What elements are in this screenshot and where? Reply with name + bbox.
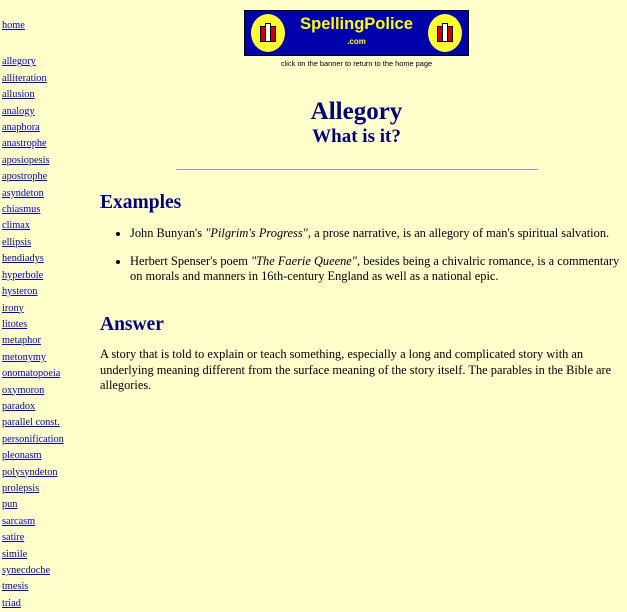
sidebar-link-triad[interactable]: triad xyxy=(2,597,21,609)
sidebar-link-ellipsis[interactable]: ellipsis xyxy=(2,236,32,248)
sidebar-link-irony[interactable]: irony xyxy=(2,302,24,314)
sidebar-link-satire[interactable]: satire xyxy=(2,532,25,544)
sidebar-link-climax[interactable]: climax xyxy=(2,220,31,232)
example-item xyxy=(130,254,620,285)
example-text: John Bunyan's xyxy=(130,226,206,240)
banner-caption: click on the banner to return to the home page xyxy=(280,59,433,68)
example-text: Herbert Spenser's poem xyxy=(130,253,251,268)
sidebar-link-metonymy[interactable]: metonymy xyxy=(2,351,47,363)
example-text: , a prose narrative, is an allegory of man's spiritual salvation. xyxy=(307,226,610,240)
sidebar-link-alliteration[interactable]: alliteration xyxy=(2,72,47,84)
divider xyxy=(176,169,538,171)
sidebar-link-hyperbole[interactable]: hyperbole xyxy=(2,269,44,281)
banner-area xyxy=(244,10,469,68)
sidebar-link-pun[interactable]: pun xyxy=(2,499,18,511)
answer-text: A story that is told to explain or teach something, especially a long and complicated story with an underlying meaning different from the surface meaning of the story itself. The parables in the Bible are allegories. xyxy=(100,347,612,392)
sidebar-link-simile[interactable]: simile xyxy=(2,548,28,560)
sidebar-link-polysyndeton[interactable]: polysyndeton xyxy=(2,466,58,478)
spellingpolice-banner[interactable] xyxy=(244,10,469,56)
sidebar-link-anaphora[interactable]: anaphora xyxy=(2,122,40,134)
sidebar-link-prolepsis[interactable]: prolepsis xyxy=(2,482,40,494)
sidebar-link-hendiadys[interactable]: hendiadys xyxy=(2,253,44,265)
sidebar-link-oxymoron[interactable]: oxymoron xyxy=(2,384,45,396)
books-badge-icon xyxy=(428,14,462,52)
page-heading xyxy=(100,98,613,148)
sidebar-items xyxy=(2,54,92,612)
sidebar-link-sarcasm[interactable]: sarcasm xyxy=(2,515,36,527)
sidebar-link-paradox[interactable]: paradox xyxy=(2,400,36,412)
page-title: Allegory xyxy=(310,98,403,125)
sidebar-link-hysteron[interactable]: hysteron xyxy=(2,286,38,298)
sidebar-link-allusion[interactable]: allusion xyxy=(2,89,35,101)
examples-heading: Examples xyxy=(100,192,182,213)
sidebar-link-synecdoche[interactable]: synecdoche xyxy=(2,565,51,576)
banner-logo-text: SpellingPolice xyxy=(300,15,413,33)
examples-list xyxy=(100,226,620,297)
sidebar-link-allegory[interactable]: allegory xyxy=(2,56,36,68)
example-text: , besides being a chivalric romance, is a commentary on morals and manners in 16th-century England as well as a national epic. xyxy=(130,253,620,283)
sidebar-link-apostrophe[interactable]: apostrophe xyxy=(2,171,48,183)
example-item xyxy=(130,226,620,242)
sidebar-link-asyndeton[interactable]: asyndeton xyxy=(2,187,44,199)
books-badge-icon xyxy=(251,14,285,52)
sidebar-link-parallel-const[interactable]: parallel const. xyxy=(2,417,60,429)
sidebar-link-metaphor[interactable]: metaphor xyxy=(2,335,41,347)
sidebar-link-analogy[interactable]: analogy xyxy=(2,105,35,117)
sidebar-nav xyxy=(2,18,92,612)
banner-logo-sub: .com xyxy=(347,37,366,46)
example-work-title: "Pilgrim's Progress" xyxy=(205,226,308,240)
page-subtitle: What is it? xyxy=(312,126,401,147)
answer-heading: Answer xyxy=(100,314,164,335)
sidebar-link-onomatopoeia[interactable]: onomatopoeia xyxy=(2,368,61,380)
sidebar-link-tmesis[interactable]: tmesis xyxy=(2,581,29,593)
sidebar-link-anastrophe[interactable]: anastrophe xyxy=(2,138,47,150)
sidebar-link-chiasmus[interactable]: chiasmus xyxy=(2,204,41,216)
example-work-title: "The Faerie Queene" xyxy=(250,253,358,268)
sidebar-link-aposiopesis[interactable]: aposiopesis xyxy=(2,154,50,166)
sidebar-home-link[interactable]: home xyxy=(2,20,25,31)
sidebar-link-personification[interactable]: personification xyxy=(2,433,64,445)
sidebar-link-litotes[interactable]: litotes xyxy=(2,318,28,330)
sidebar-link-pleonasm[interactable]: pleonasm xyxy=(2,450,42,462)
